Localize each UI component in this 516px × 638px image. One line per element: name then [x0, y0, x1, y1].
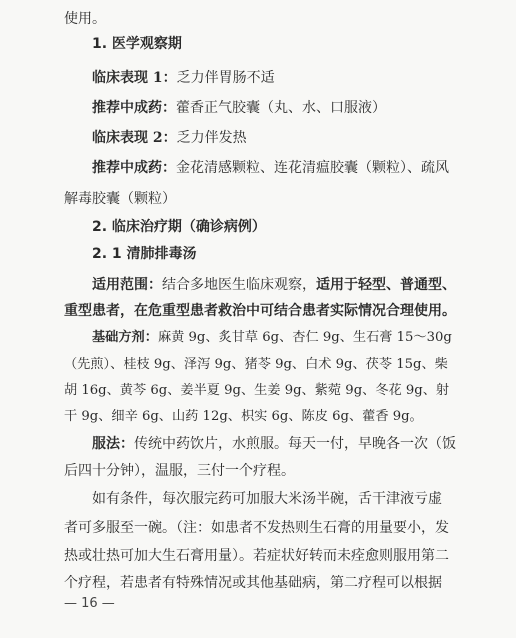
text-line [92, 34, 182, 54]
bold-text-segment: 推荐中成药： [92, 160, 176, 176]
text-line [64, 9, 106, 29]
bold-text-segment: 临床表现 2： [92, 130, 177, 146]
text-line [64, 546, 449, 566]
text-line [92, 434, 456, 454]
text-segment: （先煎）、桂枝 9g、泽泻 9g、猪苓 9g、白术 9g、茯苓 15g、柴 [64, 357, 448, 372]
text-segment: 者可多服至一碗。（注：如患者不发热则生石膏的用量要小，发 [64, 520, 449, 536]
text-line [92, 158, 449, 178]
text-line [64, 518, 449, 538]
text-line [92, 128, 247, 148]
text-segment: 乏力伴发热 [176, 130, 247, 146]
text-line [92, 328, 452, 348]
text-segment: 个疗程，若患者有特殊情况或其他基础病，第二疗程可以根据 [64, 575, 442, 591]
text-segment: 胡 16g、黄芩 6g、姜半夏 9g、生姜 9g、紫菀 9g、冬花 9g、射 [64, 383, 450, 398]
text-segment: 结合多地医生临床观察， [162, 277, 316, 293]
text-line [92, 489, 442, 509]
bold-text-segment: 服法： [92, 436, 134, 452]
text-segment: 使用。 [64, 11, 106, 27]
text-segment: 金花清感颗粒、连花清瘟胶囊（颗粒）、疏风 [176, 160, 449, 176]
text-segment: 后四十分钟），温服，三付一个疗程。 [64, 463, 295, 479]
text-segment: 藿香正气胶囊（丸、水、口服液） [176, 100, 386, 116]
text-line [64, 301, 456, 321]
bold-text-segment: 推荐中成药： [92, 100, 176, 116]
text-line [64, 461, 295, 481]
text-line [64, 355, 448, 375]
text-line [64, 189, 176, 209]
bold-text-segment: 临床表现 1： [92, 70, 177, 86]
text-line [92, 217, 266, 237]
bold-text-segment: 重型患者，在危重型患者救治中可结合患者实际情况合理使用。 [64, 303, 456, 319]
text-segment: 乏力伴胃肠不适 [176, 70, 275, 86]
text-segment: 麻黄 9g、炙甘草 6g、杏仁 9g、生石膏 15～30g [157, 330, 452, 345]
text-line [64, 407, 423, 427]
text-segment: 传统中药饮片，水煎服。每天一付，早晚各一次（饭 [134, 436, 456, 452]
text-segment: 如有条件，每次服完药可加服大米汤半碗，舌干津液亏虚 [92, 491, 442, 507]
text-line [64, 381, 449, 401]
bold-text-segment: 适用于轻型、普通型、 [316, 277, 456, 293]
text-segment: 干 9g、细辛 6g、山药 12g、枳实 6g、陈皮 6g、藿香 9g。 [64, 409, 423, 424]
text-segment: 热或壮热可加大生石膏用量）。若症状好转而未痊愈则服用第二 [64, 548, 449, 564]
bold-text-segment: 2. 临床治疗期（确诊病例） [92, 219, 266, 235]
text-line [92, 68, 275, 88]
text-line [92, 244, 197, 264]
text-line [64, 573, 442, 593]
bold-text-segment: 2. 1 清肺排毒汤 [92, 246, 197, 262]
text-segment: 解毒胶囊（颗粒） [64, 191, 176, 207]
bold-text-segment: 适用范围： [92, 277, 162, 293]
text-line [92, 275, 456, 295]
bold-text-segment: 基础方剂： [92, 330, 158, 345]
page-number: — 16 — [64, 596, 115, 611]
text-line [92, 98, 386, 118]
bold-text-segment: 1. 医学观察期 [92, 36, 182, 52]
